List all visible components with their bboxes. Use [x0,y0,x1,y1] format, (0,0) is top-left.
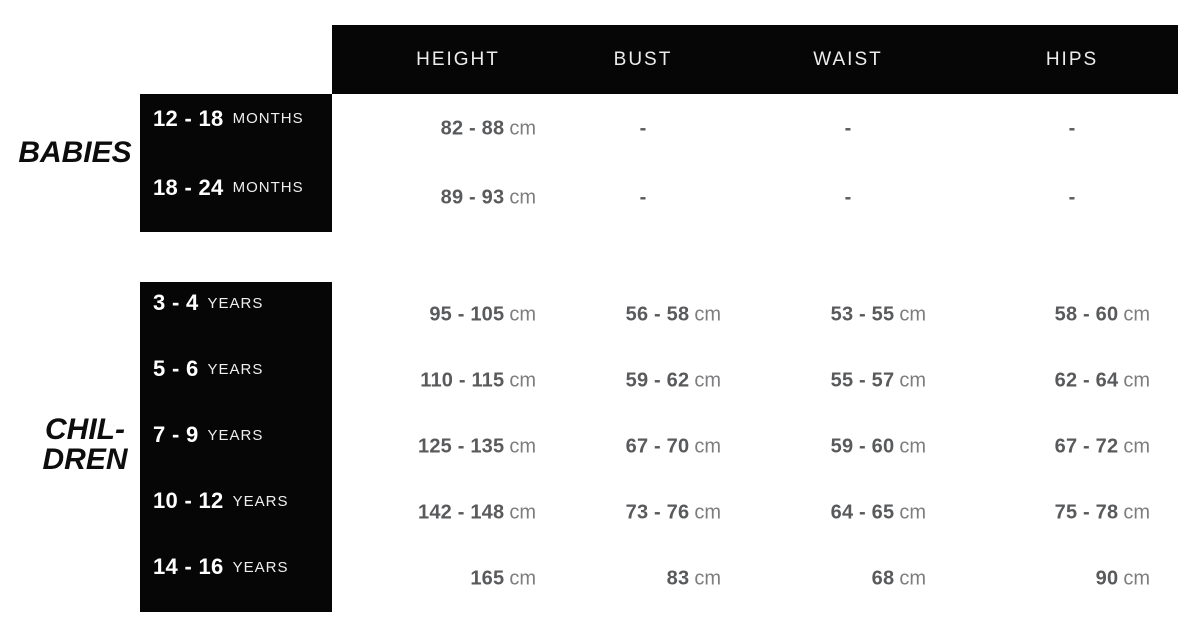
measurement-value: 95 - 105 [429,303,505,326]
height-cell [418,436,536,459]
column-header-waist: WAIST [813,48,883,70]
category-label-line: DREN [42,443,128,476]
children-age-box [140,282,332,612]
waist-cell [831,436,926,459]
age-range: 5 - 6 [153,356,199,381]
column-header-bust: BUST [613,48,673,70]
unit-label: cm [1123,435,1150,458]
bust-cell [667,568,721,591]
height-cell [429,304,536,327]
babies-age-box [140,94,332,232]
unit-label: cm [509,117,536,139]
table-row [332,480,1178,546]
age-row [140,402,332,468]
measurement-value: 59 - 60 [830,435,895,458]
measurement-value: 110 - 115 [420,369,505,392]
height-cell [418,502,536,525]
unit-label: cm [899,369,926,392]
age-row [140,270,332,336]
age-unit-label: YEARS [232,492,289,510]
age-range: 10 - 12 [153,488,224,513]
measurement-value: 89 - 93 [440,186,505,208]
unit-label: cm [694,435,721,458]
bust-cell: - [639,186,647,208]
measurement-value: 53 - 55 [830,303,895,326]
hips-cell: - [1068,117,1076,139]
measurement-value: 142 - 148 [418,501,505,524]
measurement-value: 67 - 72 [1054,435,1119,458]
column-header-hips: HIPS [1045,48,1099,70]
measurement-value: 73 - 76 [625,501,690,524]
table-header [332,25,1178,94]
bust-cell [626,502,721,525]
bust-cell: - [639,117,647,139]
hips-cell: - [1068,186,1076,208]
children-data-rows [332,282,1178,612]
age-range: 7 - 9 [153,422,199,447]
bust-cell [626,304,721,327]
measurement-value: 62 - 64 [1054,369,1119,392]
measurement-value: 67 - 70 [625,435,690,458]
bust-cell [626,370,721,393]
measurement-value: 59 - 62 [625,369,690,392]
unit-label: cm [694,567,721,590]
table-row [332,94,1178,163]
age-range: 14 - 16 [153,554,224,579]
unit-label: cm [1123,369,1150,392]
hips-cell [1096,568,1150,591]
measurement-value: 55 - 57 [830,369,895,392]
age-row [140,534,332,600]
age-unit-label: YEARS [207,426,264,444]
measurement-value: 56 - 58 [625,303,690,326]
table-row [332,163,1178,232]
hips-cell [1055,304,1150,327]
category-label-babies [0,138,150,168]
category-label-line: CHIL- [45,413,125,446]
waist-cell [831,370,926,393]
bust-cell [626,436,721,459]
unit-label: cm [509,303,536,326]
age-unit-label: YEARS [207,294,264,312]
unit-label: cm [694,501,721,524]
table-row [332,546,1178,612]
unit-label: cm [509,435,536,458]
measurement-value: 82 - 88 [440,117,505,139]
height-cell [441,186,536,209]
unit-label: cm [509,369,536,392]
waist-cell [831,304,926,327]
measurement-value: 64 - 65 [830,501,895,524]
measurement-value: 165 [470,567,505,590]
age-row [140,468,332,534]
waist-cell [831,502,926,525]
waist-cell: - [844,186,852,208]
hips-cell [1055,502,1150,525]
age-unit-label: MONTHS [232,179,304,196]
hips-cell [1055,370,1150,393]
measurement-value: 68 [871,567,895,590]
age-unit-label: MONTHS [232,110,304,127]
unit-label: cm [694,303,721,326]
waist-cell: - [844,117,852,139]
age-row [140,153,332,222]
table-row [332,348,1178,414]
unit-label: cm [1123,567,1150,590]
unit-label: cm [509,186,536,208]
age-range: 18 - 24 [153,174,224,200]
unit-label: cm [899,303,926,326]
measurement-value: 83 [666,567,690,590]
age-row [140,336,332,402]
unit-label: cm [899,501,926,524]
unit-label: cm [899,567,926,590]
unit-label: cm [509,567,536,590]
measurement-value: 58 - 60 [1054,303,1119,326]
unit-label: cm [1123,303,1150,326]
measurement-value: 75 - 78 [1054,501,1119,524]
unit-label: cm [899,435,926,458]
table-row [332,282,1178,348]
age-unit-label: YEARS [232,558,289,576]
measurement-value: 90 [1095,567,1119,590]
category-label-children [10,415,160,475]
age-unit-label: YEARS [207,360,264,378]
babies-data-rows [332,94,1178,232]
measurement-value: 125 - 135 [418,435,505,458]
age-row [140,84,332,153]
hips-cell [1055,436,1150,459]
unit-label: cm [1123,501,1150,524]
table-row [332,414,1178,480]
category-label-line: BABIES [18,136,132,169]
height-cell [441,117,536,140]
height-cell [470,568,536,591]
unit-label: cm [694,369,721,392]
waist-cell [872,568,926,591]
age-range: 12 - 18 [153,105,224,131]
unit-label: cm [509,501,536,524]
age-range: 3 - 4 [153,290,199,315]
column-header-height: HEIGHT [416,48,500,70]
height-cell [420,370,536,393]
